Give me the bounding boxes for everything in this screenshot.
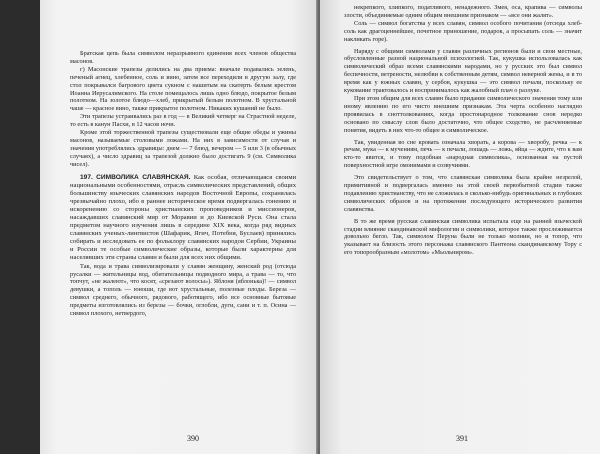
book-spread <box>40 0 600 454</box>
right-page-text <box>344 4 582 257</box>
paragraph: Братская цепь была символом неразрывного единения всех членов общества масонов. <box>70 50 296 65</box>
left-page <box>40 0 318 454</box>
page-number-right: 391 <box>456 434 468 443</box>
paragraph: При этом общим для всех славян было придание символического значения тому или иному явлению по его чисто внешним признакам. Эта черта особенно наглядно проявилась в сноттолкованиях, когда простонародное толкование снов нередко основано по смыслу слов было достаточно, что общее сходство, не расчленяемые понятия, видеть в них что-то общее и символическое. <box>344 94 582 134</box>
paragraph: В то же время русская славянская символика испытала еще на ранней языческой стадии влияние скандинавской мифологии и символики, которое также прослеживается довольно бегло. Так, символом Перуна были не только молнии, но и топор, что указывает на близость этого персонажа славянского Пантеона скандинавскому Тору с его топорообразным «молотом» «Мьольниром». <box>344 217 582 257</box>
paragraph: некрепкого, хлипкого, податливого, ненадежного. Змея, оса, крапива — символы злости, объединяемые одним общим внешним признаком — «все они жалят». <box>344 4 582 19</box>
paragraph: Это свидетельствует о том, что славянская символика была крайне незрелой, примитивной и подвергалась именно на этой своей первобытной стадии также подавлению христианству, что не сложилась в сколько-нибудь оригинальных и глубоких символических образов и на протяжении последующего исторического развития славянства. <box>344 174 582 213</box>
paragraph: Наряду с общими символами у славян различных регионов были и свои местные, обусловленные разной национальной психологией. Так, кукушка использовалась как символический образ всеми славянскими народами, но у русских это был символ беспечности, ветрености, нелюбви к собственным детям, символ неверной жены, и в то время как у южных славян, у сербов, кукушка — это символ печали, поскольку ее кукование трактовалось и воспринималось как жалобный плач о разлуке. <box>344 47 582 95</box>
right-page <box>320 0 600 454</box>
paragraph: г) Масонские трапезы делились на два приема: вначале подавались зелень, печеный агнец, хлебенное, соль и вино, затем все переходили в другую залу, где стол покрывался багрового цвета сукном с нашитым на скатерть белым крестом Иоанна Иерусалимского. На столе помещалось лишь одно блюдо, покрытое белым полотном. На золотое блюдо—хлеб, прикрытый белым полотном. В хрустальной чаше — красное вино, также прикрытое полотном. Никаких кушаний не было. <box>70 65 296 113</box>
section-heading-block <box>70 174 296 262</box>
left-page-text <box>70 50 296 318</box>
paragraph: Кроме этой торжественной трапезы существовали еще общие обеды и ужины масонов, называемые столовыми ложами. На них в зависимости от случая и значения употреблялись здравицы: днем — 7 блюд, вечером — 5 или 3 (в обычных случаях), а число здравиц за трапезой должно было достигать 9 (см. Символика чисел). <box>70 129 296 168</box>
paragraph: Соль — символ богатства у всех славян, символ особого почитания (отсюда хлеб-соль как драгоценнейшее, почетное приношение, подарок, а просыпать соль — значит накликать горе). <box>344 19 582 43</box>
paragraph: Так, вода и трава символизировали у славян женщину, женский род (отсюда русалки — жительницы вод, обитательницы подводного мира, а трава — то, что топчут, «не жалеют», что косят, «срезают волосы»). Яблоня (яблонька)! — символ девушки, а тополь — юноши, где вот хрустальные, полезные плоды. Береза — символ среднего, обычного, рядового, работящего, ибо все основные бытовые предметы изготовлялись из березы — бочки, оглобли, дуги, сани и т. п. Осина — символ плохого, нетвердого, <box>70 262 296 318</box>
paragraph: Так, увиденная во сне кровать означала хворать, а корова — хворобу, речка — к речам, мука — к мучениям, печь — к печали, лошадь — ложь, яйца — ждите, что к вам кто-то явится, и тому подобная «народная символика», основанная на пустой поверхностной игре омонимами и созвучиями. <box>344 138 582 170</box>
paragraph: Эти трапезы устраивались раз в год — в Великий четверг на Страстной неделе, то есть в канун Пасхи, в 12 часов ночи. <box>70 113 296 129</box>
section-heading: СИМВОЛИКА СЛАВЯНСКАЯ. <box>96 173 191 181</box>
section-intro: Как особая, отличающаяся своими национальными особенностями, отрасль символических представлений, общих большинству языческих славянских народов Восточной Европы, сохранялась чрезвычайно плохо, ибо в раннее историческое время подвергалась гонению и искоренению со стороны христианских проповедников и миссионеров, насаждавших славянский мир от Моравии и до Киевской Руси. Она стала предметом научного изучения лишь в середине XIX века, когда ряд видных славянских ученых-лингвистов (Шафарик, Ягич, Потебня, Буслаев) принялись собирать и исследовать ее по фольклору славянских народов Сербии, Украины и России те особые символические образы, которые были характерны для населявших эти страны славян и были для всех них общими. <box>70 173 297 261</box>
section-number: 197. <box>80 173 93 181</box>
page-number-left: 390 <box>187 434 199 443</box>
